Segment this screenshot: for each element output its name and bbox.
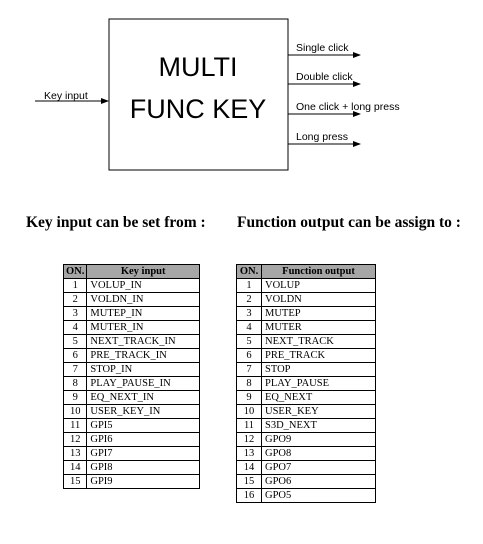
row-value: EQ_NEXT_IN xyxy=(87,391,200,405)
row-value: USER_KEY xyxy=(262,405,376,419)
table-row xyxy=(237,433,376,447)
row-value: GPO6 xyxy=(262,475,376,489)
table-row xyxy=(64,279,200,293)
table-row xyxy=(237,419,376,433)
column-header-no: ON. xyxy=(64,265,87,279)
row-number: 7 xyxy=(64,363,87,377)
row-value: GPO9 xyxy=(262,433,376,447)
row-number: 3 xyxy=(64,307,87,321)
row-number: 11 xyxy=(64,419,87,433)
row-number: 12 xyxy=(237,433,262,447)
row-value: GPI6 xyxy=(87,433,200,447)
row-number: 15 xyxy=(64,475,87,489)
key-input-label: Key input xyxy=(44,90,88,102)
row-value: NEXT_TRACK xyxy=(262,335,376,349)
table-row xyxy=(64,419,200,433)
row-value: MUTER_IN xyxy=(87,321,200,335)
table-row xyxy=(237,363,376,377)
row-number: 8 xyxy=(64,377,87,391)
row-number: 5 xyxy=(237,335,262,349)
row-number: 13 xyxy=(64,447,87,461)
function-output-heading: Function output can be assign to : xyxy=(237,214,461,231)
row-number: 8 xyxy=(237,377,262,391)
row-value: PLAY_PAUSE xyxy=(262,377,376,391)
output-double-click xyxy=(288,71,360,84)
table-row xyxy=(64,363,200,377)
row-value: GPI9 xyxy=(87,475,200,489)
table-row xyxy=(64,433,200,447)
row-value: PRE_TRACK_IN xyxy=(87,349,200,363)
table-row xyxy=(237,293,376,307)
table-row xyxy=(237,279,376,293)
multi-func-key-diagram xyxy=(0,0,483,200)
row-number: 6 xyxy=(64,349,87,363)
row-value: GPI8 xyxy=(87,461,200,475)
table-header-row xyxy=(237,265,376,279)
table-row xyxy=(237,307,376,321)
row-number: 2 xyxy=(237,293,262,307)
row-value: MUTEP xyxy=(262,307,376,321)
function-output-table xyxy=(236,264,376,503)
row-value: S3D_NEXT xyxy=(262,419,376,433)
table-row xyxy=(64,405,200,419)
table-row xyxy=(237,391,376,405)
row-value: MUTER xyxy=(262,321,376,335)
column-header-function-output: Function output xyxy=(262,265,376,279)
table-row xyxy=(64,475,200,489)
output-label: Double click xyxy=(296,71,353,83)
row-number: 7 xyxy=(237,363,262,377)
row-number: 16 xyxy=(237,489,262,503)
output-long-press xyxy=(288,131,360,144)
table-row xyxy=(237,377,376,391)
row-number: 9 xyxy=(64,391,87,405)
row-value: GPI7 xyxy=(87,447,200,461)
row-number: 10 xyxy=(237,405,262,419)
row-value: NEXT_TRACK_IN xyxy=(87,335,200,349)
row-value: GPO7 xyxy=(262,461,376,475)
table-row xyxy=(237,335,376,349)
table-row xyxy=(237,475,376,489)
table-row xyxy=(237,321,376,335)
row-number: 10 xyxy=(64,405,87,419)
row-number: 2 xyxy=(64,293,87,307)
box-title-line2: FUNC KEY xyxy=(129,94,267,124)
row-value: GPO5 xyxy=(262,489,376,503)
output-label: Single click xyxy=(296,42,349,54)
table-row xyxy=(64,447,200,461)
row-value: USER_KEY_IN xyxy=(87,405,200,419)
row-value: PRE_TRACK xyxy=(262,349,376,363)
table-row xyxy=(237,349,376,363)
table-row xyxy=(64,293,200,307)
column-header-key-input: Key input xyxy=(87,265,200,279)
output-single-click xyxy=(288,42,360,55)
table-row xyxy=(237,461,376,475)
row-value: VOLUP_IN xyxy=(87,279,200,293)
key-input-table xyxy=(63,264,200,489)
table-row xyxy=(64,349,200,363)
output-label: One click + long press xyxy=(296,101,400,113)
box-title-line1: MULTI xyxy=(158,52,238,82)
output-label: Long press xyxy=(296,131,348,143)
row-number: 6 xyxy=(237,349,262,363)
row-number: 15 xyxy=(237,475,262,489)
row-number: 9 xyxy=(237,391,262,405)
row-value: VOLDN_IN xyxy=(87,293,200,307)
table-row xyxy=(237,489,376,503)
row-value: PLAY_PAUSE_IN xyxy=(87,377,200,391)
row-number: 12 xyxy=(64,433,87,447)
output-one-click-long-press xyxy=(288,101,400,114)
table-row xyxy=(64,321,200,335)
key-input-heading: Key input can be set from : xyxy=(26,214,206,231)
row-value: GPI5 xyxy=(87,419,200,433)
table-header-row xyxy=(64,265,200,279)
row-number: 14 xyxy=(64,461,87,475)
row-number: 1 xyxy=(237,279,262,293)
column-header-no: ON. xyxy=(237,265,262,279)
table-row xyxy=(64,377,200,391)
table-row xyxy=(237,447,376,461)
table-row xyxy=(64,307,200,321)
row-number: 4 xyxy=(237,321,262,335)
row-number: 13 xyxy=(237,447,262,461)
row-value: MUTEP_IN xyxy=(87,307,200,321)
row-value: STOP_IN xyxy=(87,363,200,377)
row-number: 1 xyxy=(64,279,87,293)
row-number: 5 xyxy=(64,335,87,349)
table-row xyxy=(237,405,376,419)
row-number: 4 xyxy=(64,321,87,335)
row-value: EQ_NEXT xyxy=(262,391,376,405)
row-number: 11 xyxy=(237,419,262,433)
row-number: 14 xyxy=(237,461,262,475)
table-row xyxy=(64,391,200,405)
row-number: 3 xyxy=(237,307,262,321)
row-value: VOLUP xyxy=(262,279,376,293)
row-value: VOLDN xyxy=(262,293,376,307)
table-row xyxy=(64,461,200,475)
row-value: STOP xyxy=(262,363,376,377)
table-row xyxy=(64,335,200,349)
row-value: GPO8 xyxy=(262,447,376,461)
